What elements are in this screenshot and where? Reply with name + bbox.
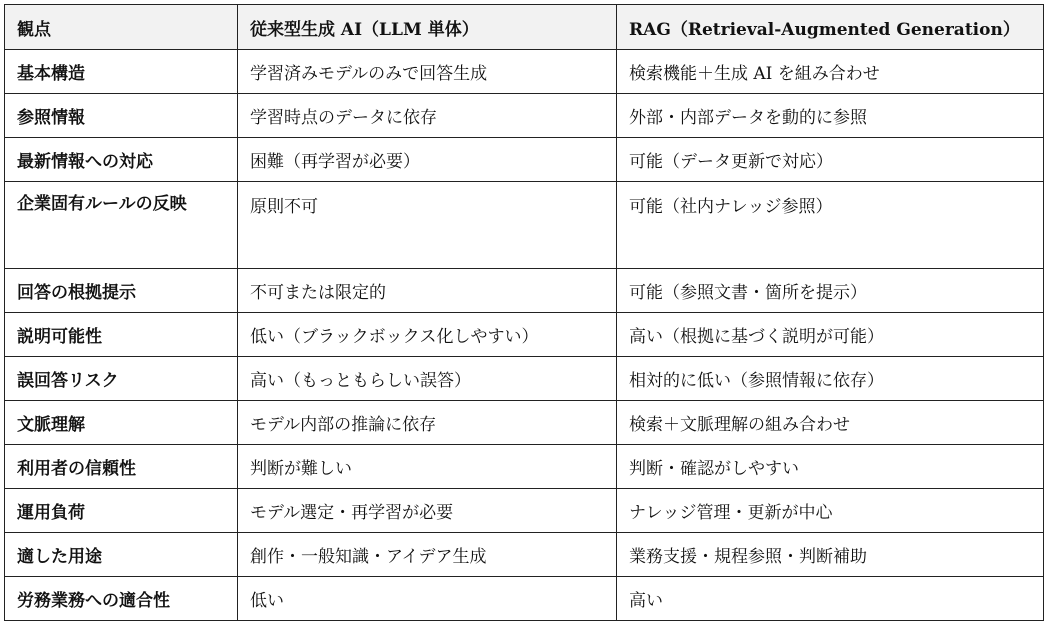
llm-cell: 原則不可	[238, 182, 617, 269]
rag-cell: 検索機能＋生成 AI を組み合わせ	[617, 50, 1044, 94]
aspect-cell: 利用者の信頼性	[5, 445, 238, 489]
table-row	[5, 50, 1044, 94]
aspect-cell: 回答の根拠提示	[5, 269, 238, 313]
table-row	[5, 182, 1044, 269]
llm-cell: モデル選定・再学習が必要	[238, 489, 617, 533]
table-row	[5, 533, 1044, 577]
table-row	[5, 313, 1044, 357]
rag-cell: 可能（データ更新で対応）	[617, 138, 1044, 182]
aspect-cell: 文脈理解	[5, 401, 238, 445]
aspect-cell: 運用負荷	[5, 489, 238, 533]
aspect-cell: 最新情報への対応	[5, 138, 238, 182]
rag-cell: ナレッジ管理・更新が中心	[617, 489, 1044, 533]
llm-cell: 学習済みモデルのみで回答生成	[238, 50, 617, 94]
table-row	[5, 577, 1044, 621]
table-row	[5, 138, 1044, 182]
rag-cell: 外部・内部データを動的に参照	[617, 94, 1044, 138]
rag-cell: 相対的に低い（参照情報に依存）	[617, 357, 1044, 401]
llm-cell: 低い	[238, 577, 617, 621]
llm-cell: 学習時点のデータに依存	[238, 94, 617, 138]
aspect-cell: 労務業務への適合性	[5, 577, 238, 621]
comparison-table	[4, 4, 1044, 621]
aspect-cell: 企業固有ルールの反映	[5, 182, 238, 269]
header-llm: 従来型生成 AI（LLM 単体）	[238, 5, 617, 50]
llm-cell: 高い（もっともらしい誤答）	[238, 357, 617, 401]
table-row	[5, 269, 1044, 313]
llm-cell: 困難（再学習が必要）	[238, 138, 617, 182]
llm-cell: 不可または限定的	[238, 269, 617, 313]
table-row	[5, 401, 1044, 445]
llm-cell: 判断が難しい	[238, 445, 617, 489]
rag-cell: 可能（社内ナレッジ参照）	[617, 182, 1044, 269]
llm-cell: 低い（ブラックボックス化しやすい）	[238, 313, 617, 357]
rag-cell: 検索＋文脈理解の組み合わせ	[617, 401, 1044, 445]
rag-cell: 高い	[617, 577, 1044, 621]
rag-cell: 可能（参照文書・箇所を提示）	[617, 269, 1044, 313]
table-row	[5, 489, 1044, 533]
table-row	[5, 445, 1044, 489]
llm-cell: モデル内部の推論に依存	[238, 401, 617, 445]
rag-cell: 業務支援・規程参照・判断補助	[617, 533, 1044, 577]
table-row	[5, 94, 1044, 138]
rag-cell: 判断・確認がしやすい	[617, 445, 1044, 489]
aspect-cell: 参照情報	[5, 94, 238, 138]
rag-cell: 高い（根拠に基づく説明が可能）	[617, 313, 1044, 357]
table-row	[5, 357, 1044, 401]
aspect-cell: 説明可能性	[5, 313, 238, 357]
aspect-cell: 適した用途	[5, 533, 238, 577]
aspect-cell: 基本構造	[5, 50, 238, 94]
header-aspect: 観点	[5, 5, 238, 50]
aspect-cell: 誤回答リスク	[5, 357, 238, 401]
llm-cell: 創作・一般知識・アイデア生成	[238, 533, 617, 577]
header-rag: RAG（Retrieval-Augmented Generation）	[617, 5, 1044, 50]
table-header-row	[5, 5, 1044, 50]
